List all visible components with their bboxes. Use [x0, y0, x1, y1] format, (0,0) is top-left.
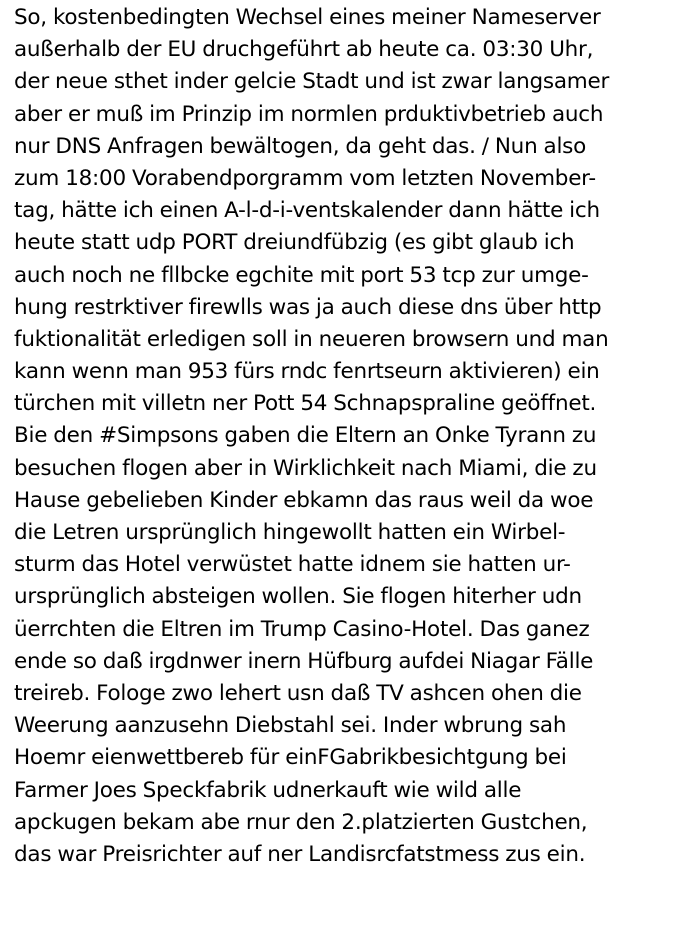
text-line: Hoemr eienwettbereb für einFGabrikbesichtgung bei	[14, 745, 567, 771]
body-text	[14, 2, 678, 871]
text-line: Farmer Joes Speckfabrik udnerkauft wie wild alle	[14, 777, 522, 803]
text-line: heute statt udp PORT dreiundfübzig (es gibt glaub ich	[14, 230, 575, 256]
text-line: ursprünglich absteigen wollen. Sie flogen hiterher udn	[14, 584, 582, 610]
text-line: hung restrktiver firewlls was ja auch diese dns über http	[14, 294, 602, 320]
text-line: aber er muß im Prinzip im normlen prduktivbetrieb auch	[14, 101, 604, 127]
text-line: So, kostenbedingten Wechsel eines meiner Nameserver	[14, 5, 601, 30]
text-line: auch noch ne fllbcke egchite mit port 53 tcp zur umge-	[14, 262, 589, 288]
text-line: die Letren ursprünglich hingewollt hatten ein Wirbel-	[14, 520, 566, 545]
text-line: türchen mit villetn ner Pott 54 Schnapspraline geöffnet.	[14, 391, 597, 417]
text-line: apckugen bekam abe rnur den 2.platzierten Gustchen,	[14, 809, 588, 835]
text-line: Weerung aanzusehn Diebstahl sei. Inder wbrung sah	[14, 713, 567, 739]
text-line: Bie den #Simpsons gaben die Eltern an Onke Tyrann zu	[14, 423, 597, 449]
text-line: das war Preisrichter auf ner Landisrcfatstmess zus ein.	[14, 841, 586, 867]
text-line: sturm das Hotel verwüstet hatte idnem sie hatten ur-	[14, 552, 571, 578]
text-line: tag, hätte ich einen A-l-d-i-ventskalender dann hätte ich	[14, 198, 600, 224]
text-line: der neue sthet inder gelcie Stadt und ist zwar langsamer	[14, 69, 610, 95]
text-line: besuchen flogen aber in Wirklichkeit nach Miami, die zu	[14, 455, 597, 481]
text-line: nur DNS Anfragen bewältogen, da geht das. / Nun also	[14, 133, 587, 159]
text-line: Hause gebelieben Kinder ebkamn das raus weil da woe	[14, 487, 594, 513]
text-line: zum 18:00 Vorabendporgramm vom letzten November-	[14, 165, 596, 191]
text-line: kann wenn man 953 fürs rndc fenrtseurn aktivieren) ein	[14, 359, 600, 385]
text-line: ende so daß irgdnwer inern Hüfburg aufdei Niagar Fälle	[14, 648, 594, 674]
text-line: treireb. Fologe zwo lehert usn daß TV ashcen ohen die	[14, 680, 582, 706]
text-line: außerhalb der EU druchgeführt ab heute ca. 03:30 Uhr,	[14, 37, 594, 63]
text-line: üerrchten die Eltren im Trump Casino-Hotel. Das ganez	[14, 616, 590, 642]
text-line: fuktionalität erledigen soll in neueren browsern und man	[14, 326, 609, 352]
